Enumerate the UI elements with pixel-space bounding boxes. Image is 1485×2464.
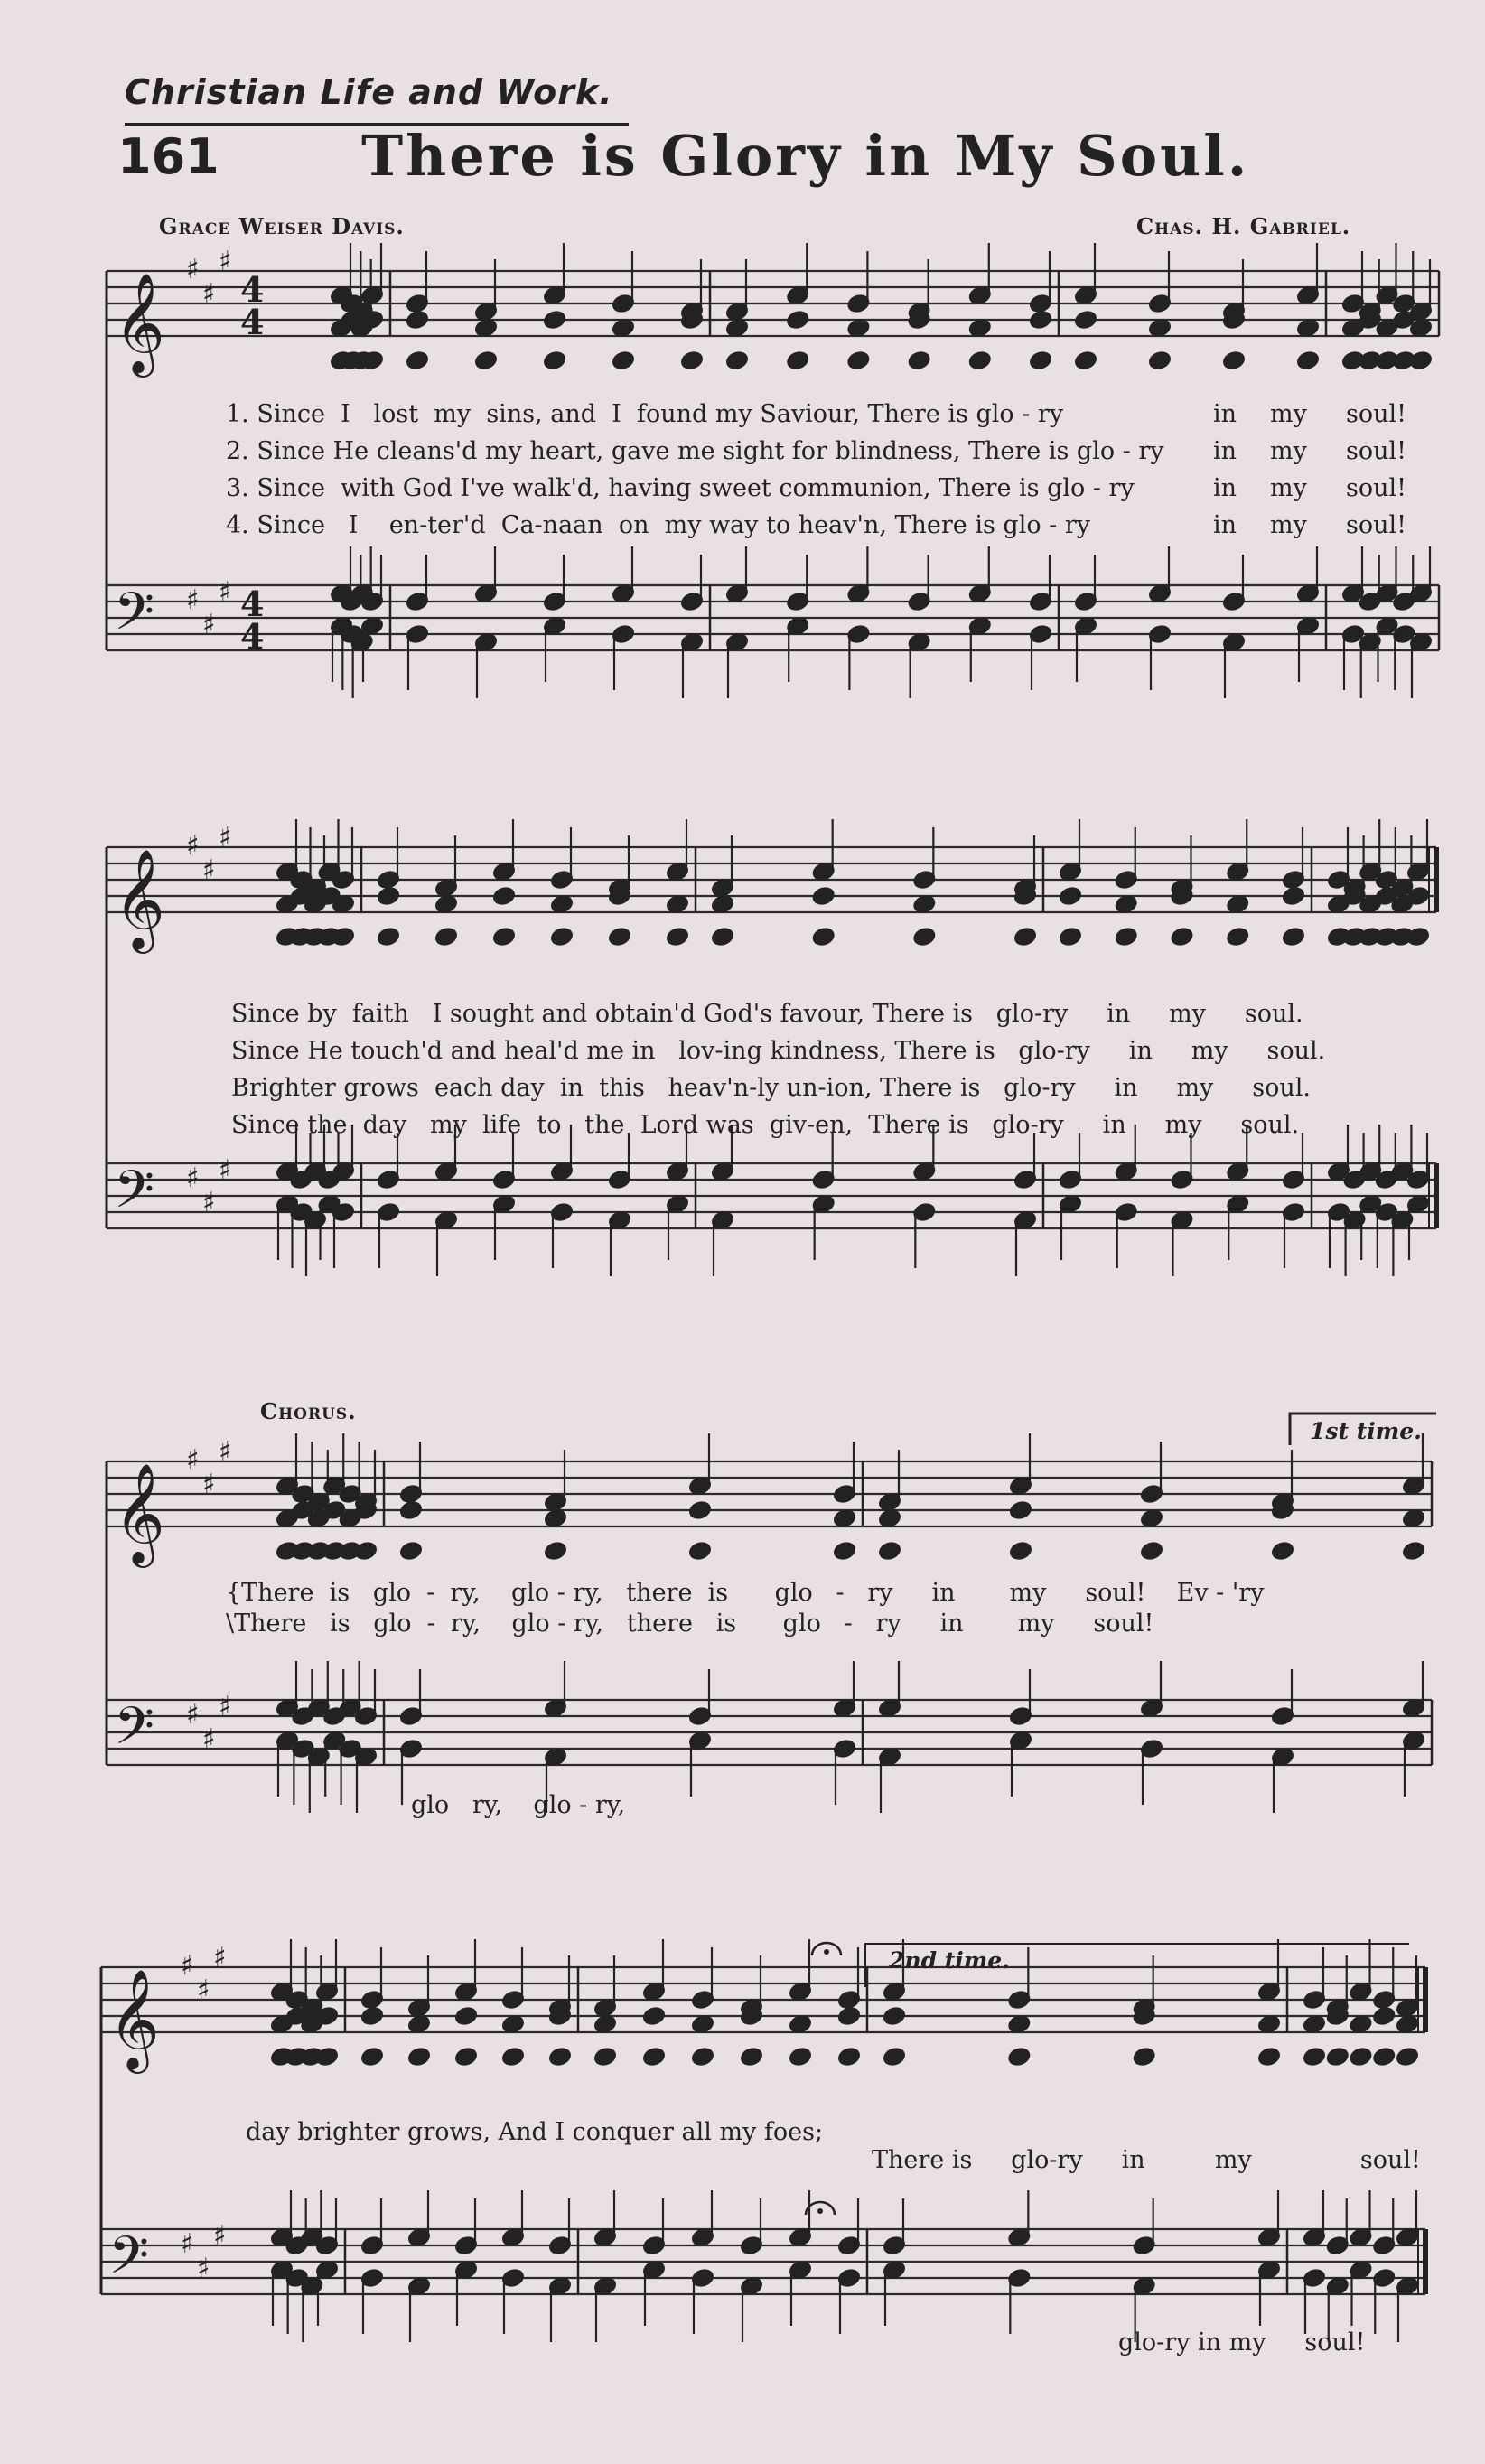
notehead: [680, 350, 704, 371]
notehead: [1226, 927, 1249, 947]
notehead: [789, 2047, 812, 2067]
notehead: [399, 1500, 423, 1521]
notehead: [492, 886, 516, 907]
fermata-dot: [824, 1949, 829, 1955]
chorus-label: Chorus.: [260, 1398, 357, 1424]
key-signature-sharp: ♯: [186, 254, 200, 285]
notehead: [740, 2047, 763, 2067]
notehead: [399, 1541, 423, 1562]
notehead: [711, 894, 734, 915]
key-signature-sharp: ♯: [202, 609, 216, 640]
notehead: [492, 927, 516, 947]
verse-4-word-in: in: [1213, 511, 1238, 539]
verse-2-word-soul: soul!: [1346, 437, 1406, 465]
verse-2-line: 2. Since He cleans'd my heart, gave me sight for blindness, There is glo - ry: [226, 437, 1164, 465]
notehead: [1140, 1541, 1163, 1562]
notehead: [543, 350, 566, 371]
notehead: [1170, 927, 1193, 947]
notehead: [550, 894, 574, 915]
key-signature-sharp: ♯: [186, 584, 200, 616]
notehead: [846, 350, 870, 371]
notehead: [593, 2047, 617, 2067]
key-signature-sharp: ♯: [202, 1723, 216, 1755]
hymn-number: 161: [117, 128, 219, 185]
notehead: [1133, 2047, 1156, 2067]
notehead: [543, 310, 566, 331]
notehead: [878, 1541, 901, 1562]
verse-4-word-soul: soul!: [1346, 511, 1406, 539]
clef: 𝄞: [114, 1462, 165, 1563]
notehead: [1009, 1500, 1032, 1521]
notehead: [1013, 927, 1037, 947]
notehead: [612, 350, 635, 371]
time-signature: 4: [240, 302, 265, 342]
verse-4-word-my: my: [1270, 511, 1307, 539]
verse-2-word-in: in: [1213, 437, 1238, 465]
notehead: [1007, 2014, 1031, 2035]
notehead: [912, 894, 936, 915]
notehead: [908, 350, 931, 371]
notehead: [1115, 927, 1138, 947]
time-signature: 4: [240, 583, 265, 624]
notehead: [691, 2047, 714, 2067]
clef: 𝄞: [108, 1968, 160, 2069]
notehead: [1140, 1508, 1163, 1529]
notehead: [912, 927, 936, 947]
verse-1-second-line: Since by faith I sought and obtain'd God's favour, There is glo-ry in my soul.: [231, 1000, 1303, 1028]
notehead: [833, 1508, 856, 1529]
notehead: [642, 2047, 666, 2067]
notehead: [406, 350, 429, 371]
notehead: [1372, 2047, 1396, 2067]
verse-2-word-my: my: [1270, 437, 1307, 465]
key-signature-sharp: ♯: [219, 1691, 232, 1722]
chorus-bass-ending-words: glo-ry in my soul!: [1118, 2329, 1366, 2357]
notehead: [725, 318, 749, 339]
notehead: [1372, 2006, 1396, 2027]
clef: 𝄞: [114, 848, 165, 949]
key-signature-sharp: ♯: [219, 1436, 232, 1468]
notehead: [548, 2047, 572, 2067]
notehead: [1148, 318, 1172, 339]
notehead: [1226, 894, 1249, 915]
key-signature-sharp: ♯: [219, 822, 232, 854]
time-signature: 4: [240, 269, 265, 310]
notehead: [1007, 2047, 1031, 2067]
notehead: [883, 2006, 906, 2027]
notehead: [812, 886, 836, 907]
notehead: [789, 2014, 812, 2035]
notehead: [1059, 927, 1082, 947]
notehead: [434, 894, 458, 915]
notehead: [1396, 2047, 1419, 2067]
key-signature-sharp: ♯: [186, 1699, 200, 1731]
notehead: [1303, 2014, 1326, 2035]
chorus-line-1: {There is glo - ry, glo - ry, there is glo - ry in my soul! Ev - 'ry: [226, 1579, 1265, 1607]
notehead: [550, 927, 574, 947]
composer-credit: Chas. H. Gabriel.: [1136, 213, 1351, 239]
notehead: [1396, 2014, 1419, 2035]
notehead: [1074, 310, 1097, 331]
notehead: [642, 2006, 666, 2027]
notehead: [406, 310, 429, 331]
notehead: [1115, 894, 1138, 915]
notehead: [377, 927, 400, 947]
verse-4-second-line: Since the day my life to the Lord was giv-en, There is glo-ry in my soul.: [231, 1111, 1300, 1139]
verse-2-second-line: Since He touch'd and heal'd me in lov-ing kindness, There is glo-ry in my soul.: [231, 1037, 1326, 1065]
notehead: [711, 927, 734, 947]
notehead: [474, 350, 498, 371]
notehead: [666, 894, 689, 915]
notehead: [878, 1508, 901, 1529]
key-signature-sharp: ♯: [213, 2220, 227, 2252]
section-heading: Christian Life and Work.: [125, 72, 613, 112]
notehead: [612, 318, 635, 339]
key-signature-sharp: ♯: [213, 1942, 227, 1974]
notehead: [883, 2047, 906, 2067]
clef: 𝄞: [114, 272, 165, 373]
notehead: [407, 2047, 431, 2067]
chorus-line-4: There is glo-ry in my soul!: [872, 2146, 1421, 2174]
notehead: [608, 927, 631, 947]
verse-1-word-my: my: [1270, 400, 1307, 428]
clef: 𝄢: [114, 1695, 155, 1769]
verse-3-word-my: my: [1270, 474, 1307, 502]
key-signature-sharp: ♯: [202, 1187, 216, 1218]
notehead: [544, 1541, 567, 1562]
notehead: [434, 927, 458, 947]
notehead: [691, 2014, 714, 2035]
fermata-dot: [817, 2208, 823, 2214]
notehead: [1009, 1541, 1032, 1562]
notehead: [968, 318, 992, 339]
notehead: [1029, 350, 1052, 371]
notehead: [1349, 2047, 1372, 2067]
key-signature-sharp: ♯: [219, 246, 232, 277]
notehead: [846, 318, 870, 339]
key-signature-sharp: ♯: [197, 2253, 210, 2284]
notehead: [1059, 886, 1082, 907]
key-signature-sharp: ♯: [181, 1950, 194, 1982]
notehead: [474, 318, 498, 339]
notehead: [1296, 350, 1320, 371]
notehead: [1409, 350, 1433, 371]
notehead: [833, 1541, 856, 1562]
notehead: [1402, 1508, 1425, 1529]
notehead: [688, 1541, 712, 1562]
notehead: [1303, 2047, 1326, 2067]
notehead: [1326, 2047, 1350, 2067]
notehead: [1282, 927, 1305, 947]
notehead: [688, 1500, 712, 1521]
key-signature-sharp: ♯: [186, 1162, 200, 1194]
notehead: [454, 2047, 478, 2067]
key-signature-sharp: ♯: [181, 2228, 194, 2260]
second-ending-label: 2nd time.: [889, 1947, 1010, 1974]
notehead: [407, 2014, 431, 2035]
notehead: [360, 2047, 384, 2067]
chorus-line-2: \There is glo - ry, glo - ry, there is glo - ry in my soul!: [226, 1610, 1154, 1638]
notehead: [725, 350, 749, 371]
hymn-title: There is Glory in My Soul.: [361, 123, 1250, 189]
lyricist-credit: Grace Weiser Davis.: [159, 213, 405, 239]
notehead: [1349, 2014, 1372, 2035]
notehead: [454, 2006, 478, 2027]
clef: 𝄢: [108, 2225, 150, 2299]
verse-3-word-soul: soul!: [1346, 474, 1406, 502]
chorus-line-3: day brighter grows, And I conquer all my foes;: [246, 2118, 824, 2146]
verse-4-line: 4. Since I en-ter'd Ca-naan on my way to heav'n, There is glo - ry: [226, 511, 1091, 539]
verse-1-word-soul: soul!: [1346, 400, 1406, 428]
notehead: [1222, 350, 1246, 371]
clef: 𝄢: [114, 1159, 155, 1233]
verse-3-line: 3. Since with God I've walk'd, having sweet communion, There is glo - ry: [226, 474, 1135, 502]
notehead: [501, 2047, 525, 2067]
key-signature-sharp: ♯: [197, 1974, 210, 2006]
verse-3-second-line: Brighter grows each day in this heav'n-ly un-ion, There is glo-ry in my soul.: [231, 1074, 1311, 1102]
notehead: [968, 350, 992, 371]
verse-1-word-in: in: [1213, 400, 1238, 428]
notehead: [1029, 310, 1052, 331]
key-signature-sharp: ♯: [219, 576, 232, 608]
notehead: [837, 2006, 861, 2027]
notehead: [1074, 350, 1097, 371]
notehead: [360, 2006, 384, 2027]
key-signature-sharp: ♯: [202, 278, 216, 310]
notehead: [1402, 1541, 1425, 1562]
notehead: [593, 2014, 617, 2035]
notehead: [377, 886, 400, 907]
key-signature-sharp: ♯: [186, 1444, 200, 1476]
notehead: [501, 2014, 525, 2035]
notehead: [1271, 1541, 1294, 1562]
first-ending-label: 1st time.: [1310, 1418, 1422, 1444]
chorus-bass-words: glo ry, glo - ry,: [411, 1791, 626, 1819]
notehead: [812, 927, 836, 947]
notehead: [1148, 350, 1172, 371]
notehead: [544, 1508, 567, 1529]
key-signature-sharp: ♯: [202, 854, 216, 886]
notehead: [837, 2047, 861, 2067]
notehead: [1257, 2047, 1281, 2067]
time-signature: 4: [240, 616, 265, 657]
clef: 𝄢: [114, 581, 155, 655]
verse-1-line: 1. Since I lost my sins, and I found my Saviour, There is glo - ry: [226, 400, 1064, 428]
key-signature-sharp: ♯: [186, 830, 200, 862]
notehead: [666, 927, 689, 947]
notehead: [1296, 318, 1320, 339]
notehead: [1282, 886, 1305, 907]
notehead: [1257, 2014, 1281, 2035]
key-signature-sharp: ♯: [219, 1154, 232, 1186]
notehead: [786, 350, 809, 371]
key-signature-sharp: ♯: [202, 1469, 216, 1500]
notehead: [786, 310, 809, 331]
verse-3-word-in: in: [1213, 474, 1238, 502]
